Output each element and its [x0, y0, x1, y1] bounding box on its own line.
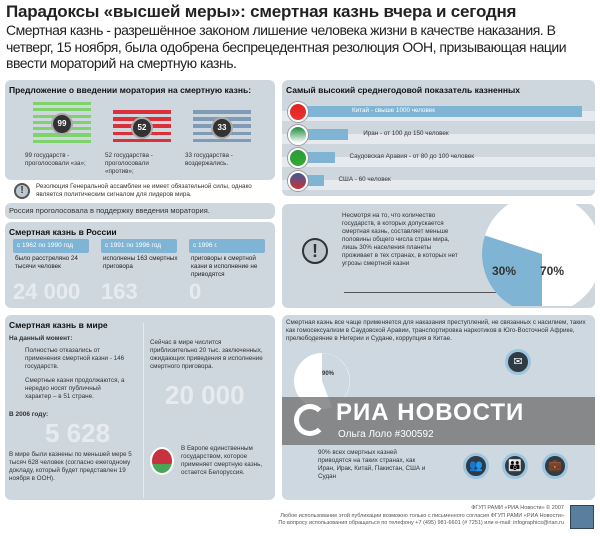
country-flag-icon	[288, 148, 308, 168]
warning-icon: !	[14, 183, 30, 199]
vote-count-badge: 99	[51, 113, 73, 135]
vote-text: 33 государства - воздержались.	[185, 152, 233, 167]
country-bar	[307, 152, 335, 163]
footer-copyright: ФГУП РАМИ «РИА Новости» © 2007	[471, 505, 564, 511]
group-icon: 👪	[502, 453, 528, 479]
moment-label: На данный момент:	[9, 335, 73, 342]
moratorium-panel	[5, 80, 275, 180]
bullet-abolished: Полностью отказались от применения смертной казни - 146 государств.	[25, 347, 125, 370]
belarus-flag	[150, 447, 174, 475]
crimes-panel	[282, 315, 595, 500]
belarus-text: В Европе единственным государством, которое применяет смертную казнь, остается Белоруссия.	[181, 445, 263, 476]
footer-line2: По вопросу использования обращаться по телефону +7 (495) 981-6601 (# 7251) или e-mail: infographics@rian.ru	[278, 520, 564, 526]
briefcase-icon: 💼	[542, 453, 568, 479]
ria-footer-logo	[570, 505, 594, 529]
country-bar	[307, 106, 582, 117]
prisoners-text: Сейчас в мире числится приблизительно 20 тыс. заключенных, ожидающих приведения в исполнение смертного приговора.	[150, 339, 263, 370]
subtitle: Смертная казнь - разрешённое законом лишение человека жизни в качестве наказания. В четверг, 15 ноября, была одобрена беспрецедентная резолюция ООН, призывающая нации ввести мораторий на смертную казнь.	[6, 22, 567, 71]
population-pie	[472, 204, 595, 306]
country-flag-icon	[288, 125, 308, 145]
moratorium-heading: Предложение о введении моратория на смертную казнь:	[9, 85, 252, 95]
watermark-band	[282, 397, 595, 445]
pct-30: 30%	[492, 264, 517, 278]
year-label: В 2006 году:	[9, 411, 49, 418]
highest-heading: Самый высокий среднегодовой показатель казненных	[286, 85, 521, 95]
russia-big-number: 163	[101, 279, 138, 304]
country-label: США - 60 человек	[338, 176, 391, 183]
country-bar	[307, 129, 348, 140]
russia-big-number: 24 000	[13, 279, 81, 304]
pct-90-text: 90% всех смертных казней приводятся на таких странах, как Иран, Ирак, Китай, Пакистан, США и Судан	[318, 449, 426, 480]
population-text: Несмотря на то, что количество государств, в которых допускается смертная казнь, составляет меньше половины общего числа стран мира, лишь 30% населения планеты проживает в тех странах, в которых нет угрозы смертной казни	[342, 212, 458, 267]
russia-vote: Россия проголосовала в поддержку введения моратория.	[5, 203, 275, 219]
pct-70: 70%	[540, 264, 565, 278]
population-panel	[282, 204, 595, 308]
russia-text: исполнены 163 смертных приговора	[103, 255, 178, 270]
vote-text: 99 государств - проголосовали «за»;	[25, 152, 86, 167]
page-title: Парадоксы «высшей меры»: смертная казнь вчера и сегодня	[6, 2, 517, 21]
year-text: В мире были казнены по меньшей мере 5 тысяч 628 человек (согласно ежегодному докладу, который будет представлен 19 ноября в ООН).	[9, 451, 132, 482]
russia-heading: Смертная казнь в России	[9, 227, 117, 237]
russia-period: с 1996 г.	[189, 239, 265, 253]
crimes-text: Смертная казнь все чаще применяется для наказания преступлений, не связанных с насилием, таких как гомосексуализм в Саудовской Аравии, транспортировка наркотиков в Юго-Восточной Африке, прелюбодеяние в Нигерии и Судане, коррупция в Китае.	[286, 319, 586, 342]
watermark-author: Ольга Лоло #300592	[338, 429, 434, 440]
couple-icon: 👥	[463, 453, 489, 479]
vote-count-badge: 33	[211, 117, 233, 139]
footer	[278, 505, 564, 528]
country-label: Иран - от 100 до 150 человек	[363, 130, 449, 137]
pct-90: 90%	[322, 371, 335, 377]
exclamation-icon: !	[302, 238, 328, 264]
russia-text: было расстреляно 24 тысячи человек	[15, 255, 78, 270]
footer-line1: Любое использование этой публикации возможно только с письменного согласия ФГУП РАМИ «РИА Новости»	[280, 512, 564, 519]
watermark-brand: РИА НОВОСТИ	[336, 399, 525, 426]
country-bar	[307, 175, 324, 186]
russia-text: приговоры к смертной казни в исполнение не приводятся	[191, 255, 258, 278]
vote-text: 52 государства - проголосовали «против»;	[105, 152, 153, 175]
ria-logo-icon	[294, 404, 326, 436]
country-flag-icon	[288, 102, 308, 122]
world-panel	[5, 315, 275, 500]
vote-count-badge: 52	[131, 117, 153, 139]
country-flag-icon	[288, 171, 308, 191]
bullet-continued: Смертные казни продолжаются, а нередко носят публичный характер – в 51 стране.	[25, 377, 125, 400]
world-heading: Смертная казнь в мире	[9, 320, 108, 330]
russia-period: с 1962 по 1990 год	[13, 239, 89, 253]
russia-panel	[5, 222, 275, 308]
envelope-icon: ✉	[505, 349, 531, 375]
russia-period: с 1991 по 1996 год	[101, 239, 177, 253]
resolution-note: Резолюция Генеральной ассамблеи не имеет обязательной силы, однако является политическим сигналом для лидеров мира.	[36, 183, 252, 198]
prisoners-big: 20 000	[165, 380, 245, 410]
highest-panel	[282, 80, 595, 196]
year-big: 5 628	[45, 418, 111, 448]
russia-big-number: 0	[189, 279, 202, 304]
country-label: Саудовская Аравия - от 80 до 100 человек	[349, 153, 474, 160]
country-label: Китай - свыше 1000 человек	[352, 107, 436, 114]
